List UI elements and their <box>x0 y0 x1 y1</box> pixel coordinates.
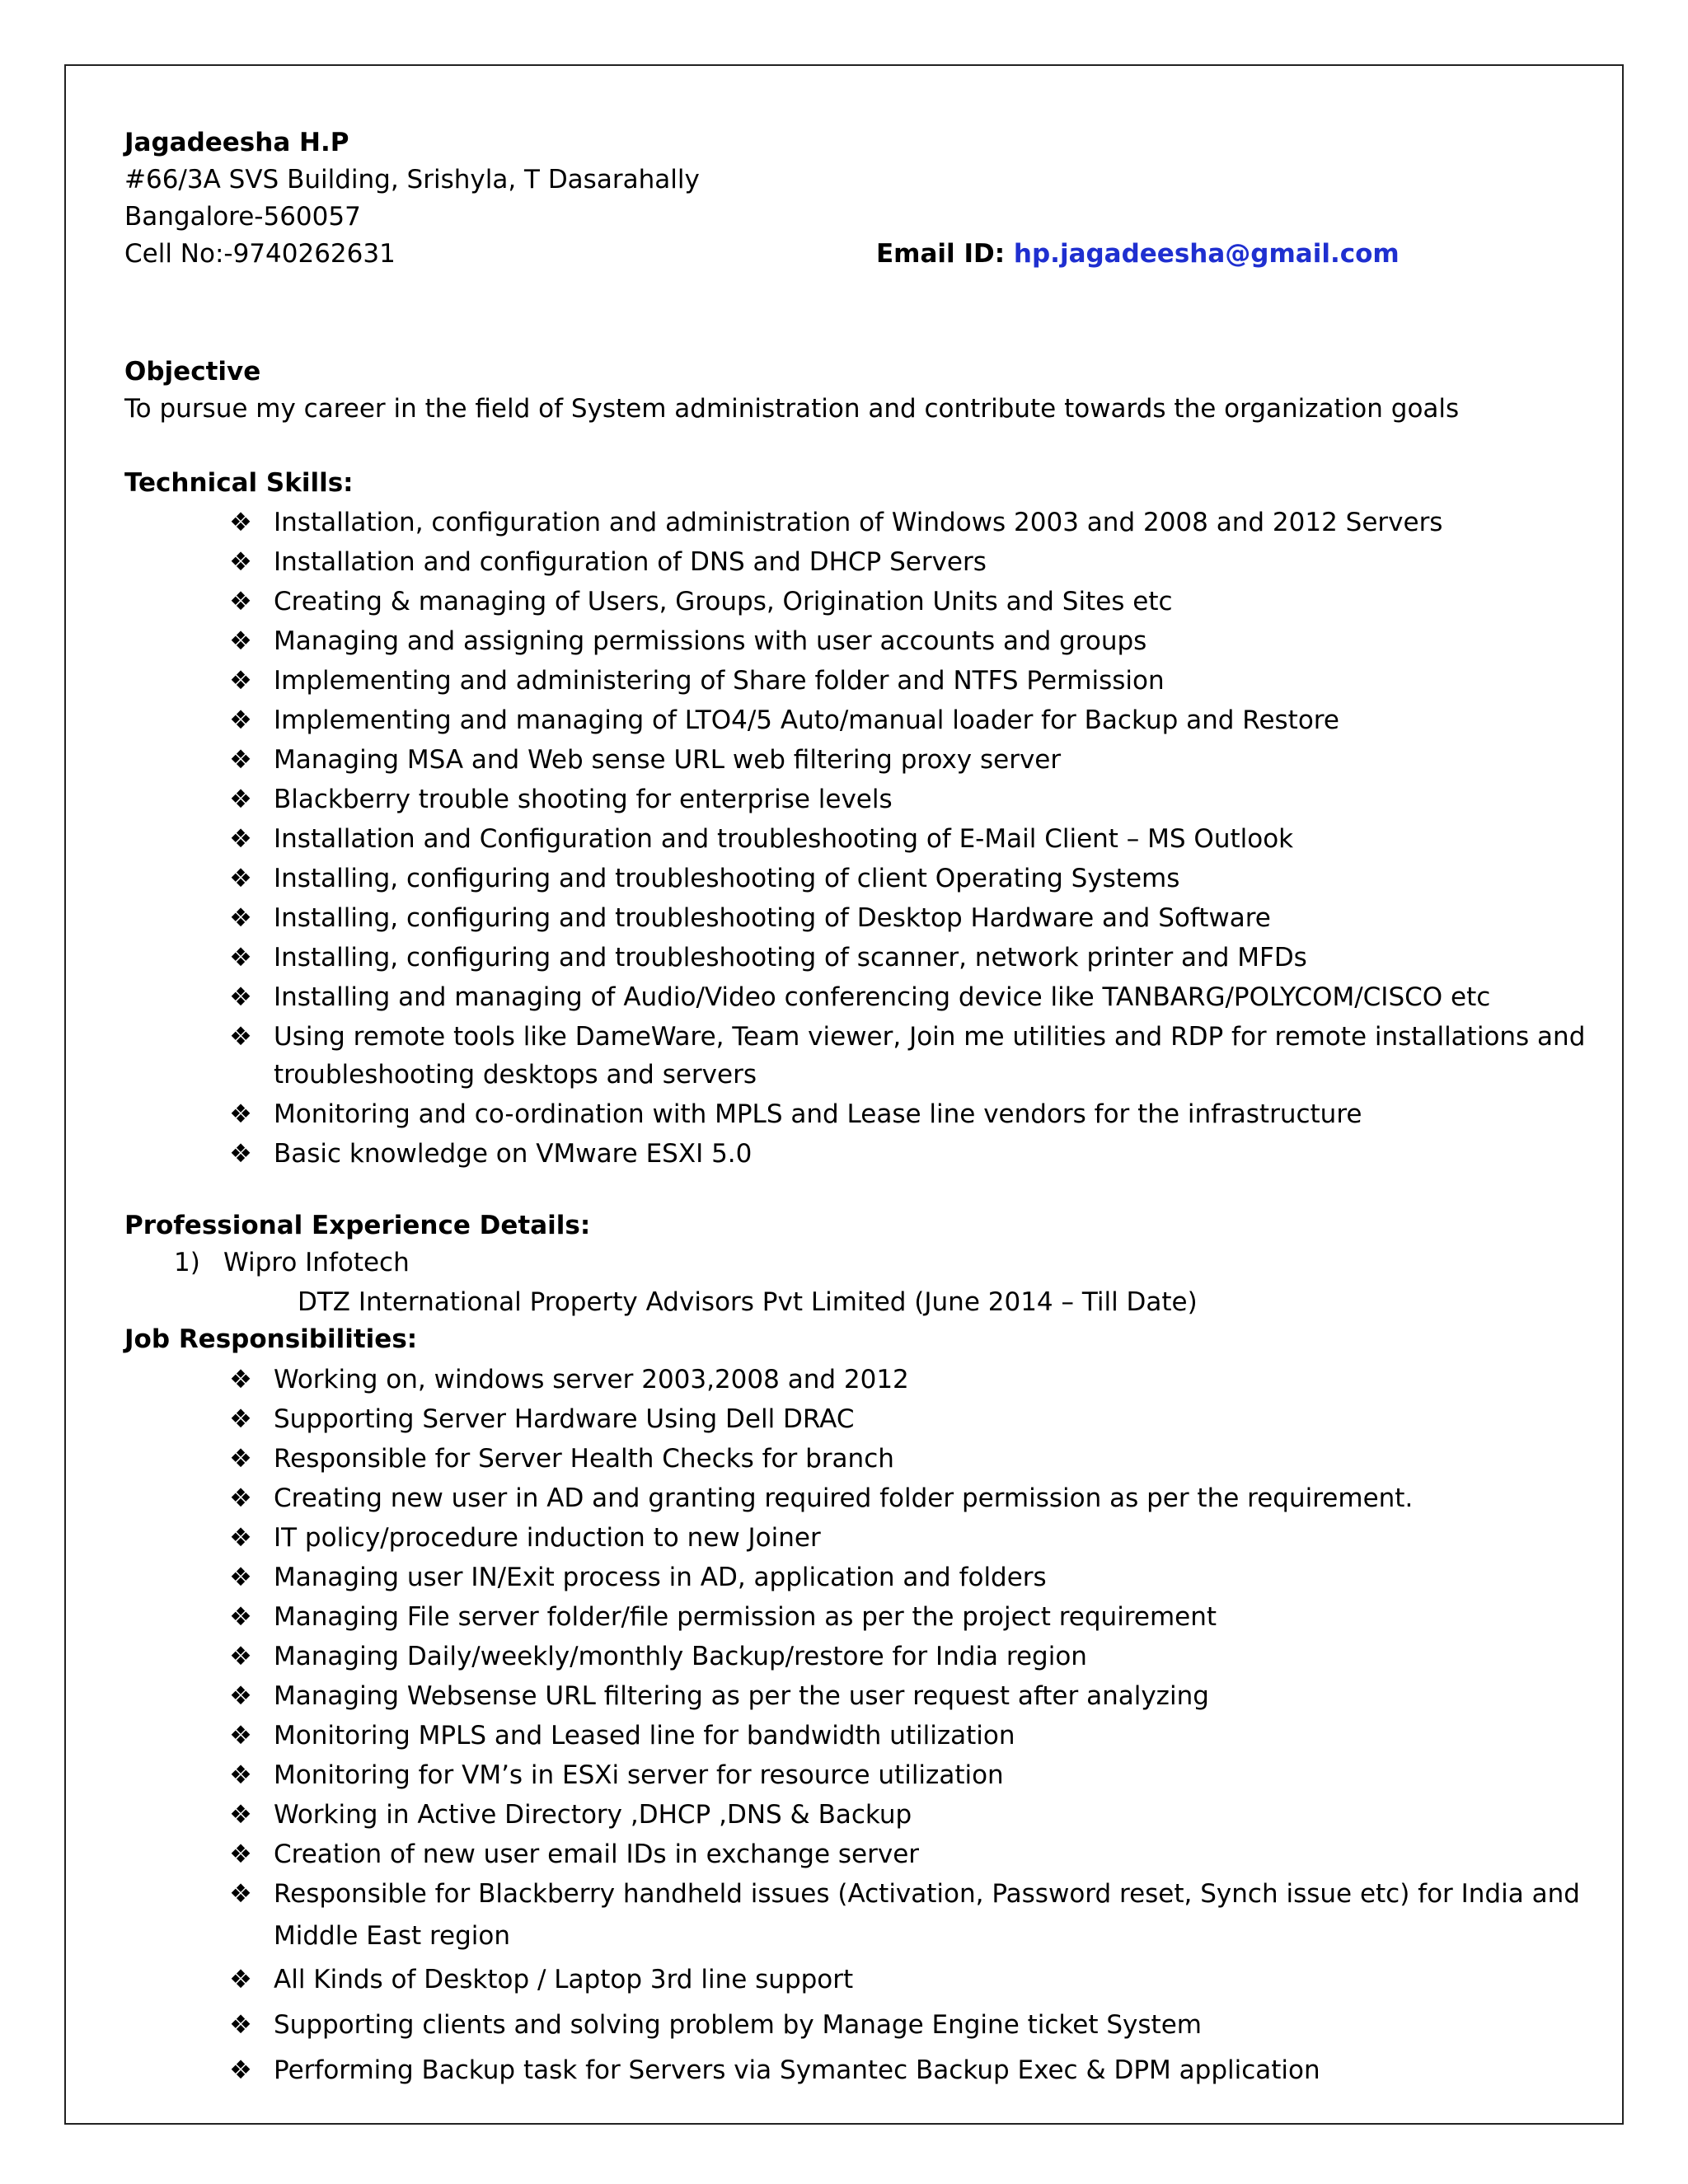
list-item: Managing and assigning permissions with user accounts and groups <box>274 626 1147 656</box>
bullet-icon: ❖ <box>229 1139 252 1169</box>
bullet-icon: ❖ <box>229 1523 252 1553</box>
bullet-icon: ❖ <box>229 1681 252 1711</box>
bullet-icon: ❖ <box>229 587 252 616</box>
address-line-2: Bangalore-560057 <box>124 202 361 232</box>
bullet-icon: ❖ <box>229 1840 252 1869</box>
list-item-continuation: troubleshooting desktops and servers <box>274 1060 757 1090</box>
list-item: Monitoring and co-ordination with MPLS and Lease line vendors for the infrastructure <box>274 1099 1362 1129</box>
bullet-icon: ❖ <box>229 1483 252 1513</box>
list-item: Performing Backup task for Servers via Symantec Backup Exec & DPM application <box>274 2055 1320 2085</box>
bullet-icon: ❖ <box>229 1642 252 1671</box>
list-item: Installing, configuring and troubleshooting of client Operating Systems <box>274 864 1180 893</box>
list-item: Supporting Server Hardware Using Dell DRAC <box>274 1404 855 1434</box>
list-item: Creating & managing of Users, Groups, Origination Units and Sites etc <box>274 587 1173 616</box>
list-item: Installation and Configuration and troubleshooting of E-Mail Client – MS Outlook <box>274 824 1294 854</box>
bullet-icon: ❖ <box>229 508 252 537</box>
bullet-icon: ❖ <box>229 824 252 854</box>
bullet-icon: ❖ <box>229 666 252 696</box>
objective-text: To pursue my career in the field of System administration and contribute towards the organization goals <box>124 394 1460 424</box>
bullet-icon: ❖ <box>229 1365 252 1394</box>
list-item: Managing user IN/Exit process in AD, application and folders <box>274 1563 1047 1592</box>
email-link[interactable]: hp.jagadeesha@gmail.com <box>1013 239 1400 269</box>
bullet-icon: ❖ <box>229 943 252 972</box>
bullet-icon: ❖ <box>229 1879 252 1909</box>
bullet-icon: ❖ <box>229 1563 252 1592</box>
employer-name: Wipro Infotech <box>223 1248 410 1277</box>
experience-heading: Professional Experience Details: <box>124 1211 591 1240</box>
list-item: Working in Active Directory ,DHCP ,DNS & Backup <box>274 1800 912 1830</box>
email-line <box>876 237 1400 270</box>
cell-number: Cell No:-9740262631 <box>124 239 396 269</box>
bullet-icon: ❖ <box>229 626 252 656</box>
list-item: Blackberry trouble shooting for enterprise levels <box>274 785 893 814</box>
list-item-continuation: Middle East region <box>274 1921 511 1951</box>
list-item: Monitoring for VM’s in ESXi server for resource utilization <box>274 1760 1004 1790</box>
list-item: Working on, windows server 2003,2008 and 2012 <box>274 1365 909 1394</box>
list-item: Using remote tools like DameWare, Team viewer, Join me utilities and RDP for remote installations and <box>274 1022 1586 1052</box>
bullet-icon: ❖ <box>229 2055 252 2085</box>
list-item: Installing, configuring and troubleshooting of Desktop Hardware and Software <box>274 903 1271 933</box>
job-responsibilities-heading: Job Responsibilities: <box>124 1324 418 1354</box>
client-assignment: DTZ International Property Advisors Pvt Limited (June 2014 – Till Date) <box>298 1287 1198 1317</box>
list-item: Installation and configuration of DNS and DHCP Servers <box>274 547 987 577</box>
bullet-icon: ❖ <box>229 1760 252 1790</box>
employer-number: 1) <box>174 1248 200 1277</box>
list-item: Installing, configuring and troubleshooting of scanner, network printer and MFDs <box>274 943 1307 972</box>
list-item: Basic knowledge on VMware ESXI 5.0 <box>274 1139 753 1169</box>
technical-skills-heading: Technical Skills: <box>124 468 354 498</box>
list-item: Responsible for Blackberry handheld issues (Activation, Password reset, Synch issue etc) for India and <box>274 1879 1580 1909</box>
list-item: Installation, configuration and administration of Windows 2003 and 2008 and 2012 Servers <box>274 508 1443 537</box>
address-line-1: #66/3A SVS Building, Srishyla, T Dasarahally <box>124 165 700 194</box>
list-item: IT policy/procedure induction to new Joiner <box>274 1523 821 1553</box>
list-item: Implementing and managing of LTO4/5 Auto/manual loader for Backup and Restore <box>274 705 1339 735</box>
list-item: Creating new user in AD and granting required folder permission as per the requirement. <box>274 1483 1414 1513</box>
list-item: Implementing and administering of Share folder and NTFS Permission <box>274 666 1165 696</box>
bullet-icon: ❖ <box>229 1965 252 1994</box>
bullet-icon: ❖ <box>229 1721 252 1750</box>
bullet-icon: ❖ <box>229 785 252 814</box>
bullet-icon: ❖ <box>229 1404 252 1434</box>
bullet-icon: ❖ <box>229 2010 252 2040</box>
bullet-icon: ❖ <box>229 705 252 735</box>
bullet-icon: ❖ <box>229 903 252 933</box>
bullet-icon: ❖ <box>229 864 252 893</box>
bullet-icon: ❖ <box>229 1099 252 1129</box>
list-item: Installing and managing of Audio/Video conferencing device like TANBARG/POLYCOM/CISCO etc <box>274 982 1491 1012</box>
list-item: Managing MSA and Web sense URL web filtering proxy server <box>274 745 1062 775</box>
candidate-name: Jagadeesha H.P <box>124 128 349 157</box>
bullet-icon: ❖ <box>229 745 252 775</box>
bullet-icon: ❖ <box>229 982 252 1012</box>
list-item: Managing Daily/weekly/monthly Backup/restore for India region <box>274 1642 1087 1671</box>
list-item: Managing File server folder/file permission as per the project requirement <box>274 1602 1217 1632</box>
bullet-icon: ❖ <box>229 1444 252 1474</box>
bullet-icon: ❖ <box>229 547 252 577</box>
objective-heading: Objective <box>124 357 261 387</box>
list-item: Creation of new user email IDs in exchange server <box>274 1840 920 1869</box>
list-item: Responsible for Server Health Checks for branch <box>274 1444 894 1474</box>
email-label: Email ID: <box>876 239 1014 269</box>
bullet-icon: ❖ <box>229 1800 252 1830</box>
bullet-icon: ❖ <box>229 1022 252 1052</box>
list-item: Supporting clients and solving problem by Manage Engine ticket System <box>274 2010 1202 2040</box>
list-item: Monitoring MPLS and Leased line for bandwidth utilization <box>274 1721 1015 1750</box>
list-item: Managing Websense URL filtering as per the user request after analyzing <box>274 1681 1209 1711</box>
list-item: All Kinds of Desktop / Laptop 3rd line support <box>274 1965 854 1994</box>
bullet-icon: ❖ <box>229 1602 252 1632</box>
